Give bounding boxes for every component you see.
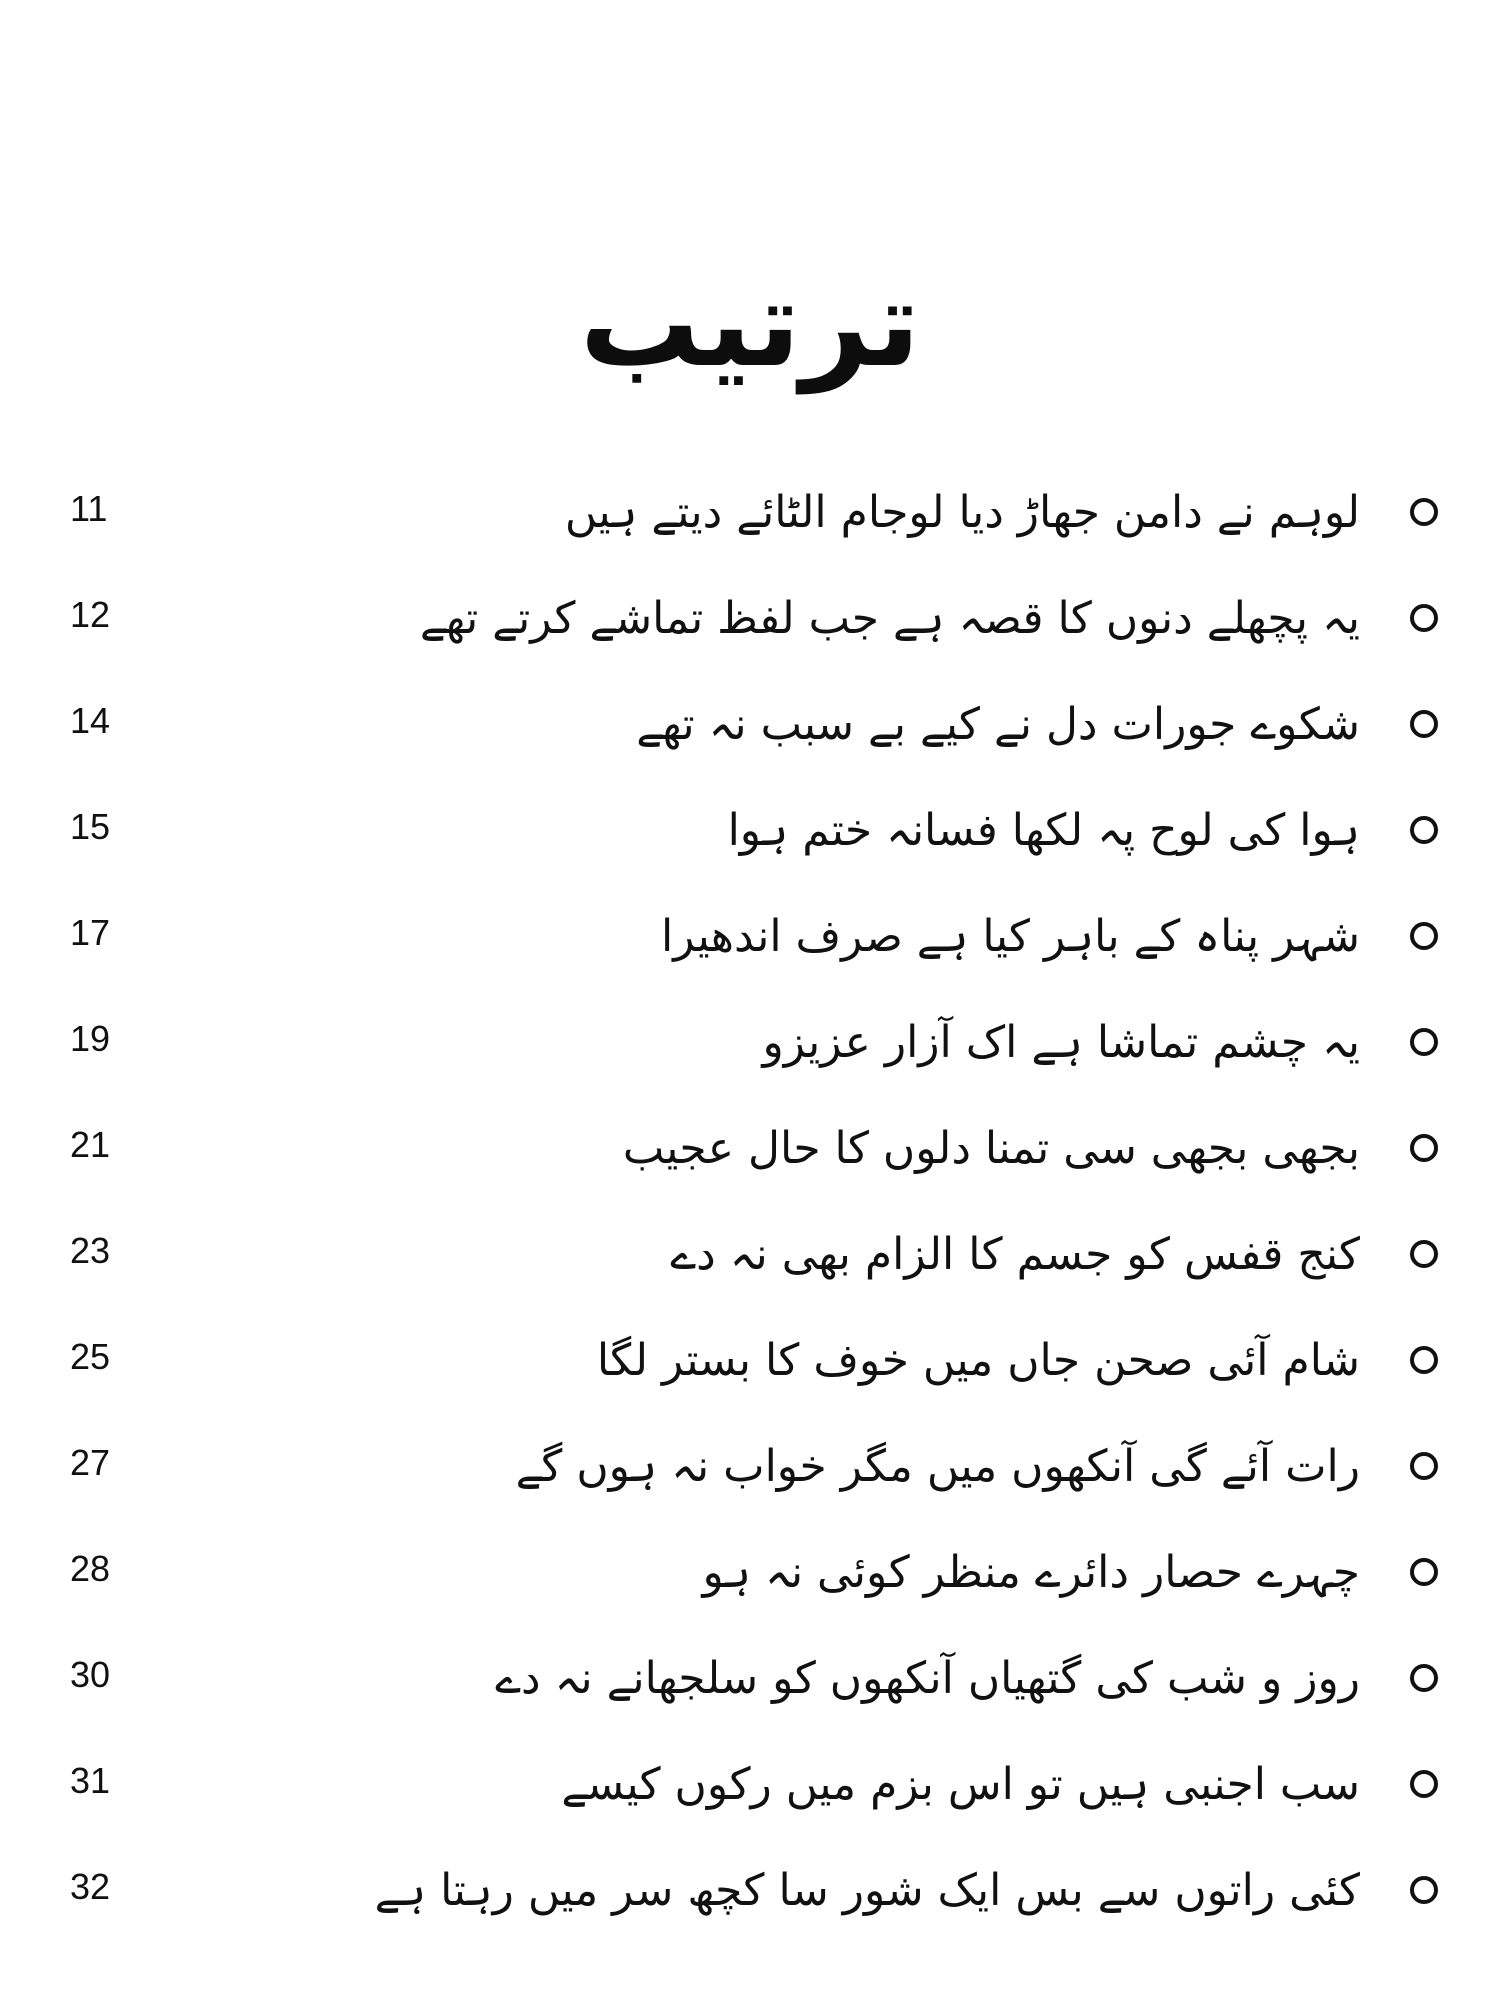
toc-entry-page: 28 [70, 1548, 111, 1589]
page-title: ترتیب [579, 255, 921, 394]
toc-entry [0, 1424, 1500, 1524]
toc-entry-title: سب اجنبی ہیں تو اس بزم میں رکوں کیسے [561, 1759, 1360, 1810]
table-of-contents [0, 470, 1500, 1950]
bullet-circle-icon [1410, 1664, 1438, 1692]
toc-entry [0, 576, 1500, 676]
toc-entry-page: 25 [70, 1336, 111, 1377]
bullet-circle-icon [1410, 1876, 1438, 1904]
toc-entry [0, 1636, 1500, 1736]
toc-entry-title: روز و شب کی گتھیاں آنکھوں کو سلجھانے نہ دے [495, 1653, 1360, 1704]
bullet-circle-icon [1410, 1028, 1438, 1056]
bullet-circle-icon [1410, 1240, 1438, 1268]
toc-entry-title: شکوے جورات دل نے کیے بے سبب نہ تھے [636, 699, 1360, 750]
toc-entry [0, 1318, 1500, 1418]
toc-entry-title: چہرے حصار دائرے منظر کوئی نہ ہو [702, 1547, 1360, 1598]
bullet-circle-icon [1410, 922, 1438, 950]
toc-entry-page: 21 [70, 1124, 111, 1165]
toc-entry-page: 23 [70, 1230, 111, 1271]
toc-entry [0, 1530, 1500, 1630]
toc-entry-page: 19 [70, 1018, 111, 1059]
toc-entry-title: یہ پچھلے دنوں کا قصہ ہے جب لفظ تماشے کرتے تھے [419, 593, 1360, 644]
bullet-circle-icon [1410, 816, 1438, 844]
bullet-circle-icon [1410, 498, 1438, 526]
bullet-circle-icon [1410, 1452, 1438, 1480]
bullet-circle-icon [1410, 1346, 1438, 1374]
toc-entry [0, 1106, 1500, 1206]
toc-entry-title: شام آئی صحن جاں میں خوف کا بستر لگا [596, 1335, 1360, 1386]
toc-entry [0, 470, 1500, 570]
toc-entry-title: شہر پناہ کے باہر کیا ہے صرف اندھیرا [661, 911, 1360, 962]
toc-entry [0, 682, 1500, 782]
toc-entry-page: 31 [70, 1760, 111, 1801]
toc-entry-page: 32 [70, 1866, 111, 1907]
toc-entry-title: کئی راتوں سے بس ایک شور سا کچھ سر میں رہتا ہے [374, 1865, 1360, 1916]
toc-entry-title: کنج قفس کو جسم کا الزام بھی نہ دے [670, 1229, 1360, 1280]
toc-entry-page: 12 [70, 594, 111, 635]
toc-entry-page: 17 [70, 912, 111, 953]
bullet-circle-icon [1410, 1134, 1438, 1162]
bullet-circle-icon [1410, 604, 1438, 632]
bullet-circle-icon [1410, 710, 1438, 738]
toc-entry [0, 1742, 1500, 1842]
toc-entry-title: بجھی بجھی سی تمنا دلوں کا حال عجیب [622, 1123, 1360, 1174]
toc-entry-page: 27 [70, 1442, 111, 1483]
toc-entry-title: لوہم نے دامن جھاڑ دیا لوجام الٹائے دیتے ہیں [564, 487, 1360, 538]
toc-entry-title: رات آئے گی آنکھوں میں مگر خواب نہ ہوں گے [515, 1441, 1360, 1492]
toc-entry [0, 1000, 1500, 1100]
toc-entry-page: 11 [70, 488, 108, 529]
toc-entry [0, 788, 1500, 888]
toc-entry-page: 30 [70, 1654, 111, 1695]
toc-entry [0, 1848, 1500, 1948]
bullet-circle-icon [1410, 1770, 1438, 1798]
bullet-circle-icon [1410, 1558, 1438, 1586]
toc-entry-title: یہ چشم تماشا ہے اک آزار عزیزو [762, 1017, 1360, 1068]
toc-entry-page: 15 [70, 806, 111, 847]
toc-entry [0, 894, 1500, 994]
toc-entry-title: ہوا کی لوح پہ لکھا فسانہ ختم ہوا [727, 805, 1360, 856]
toc-entry [0, 1212, 1500, 1312]
toc-entry-page: 14 [70, 700, 111, 741]
